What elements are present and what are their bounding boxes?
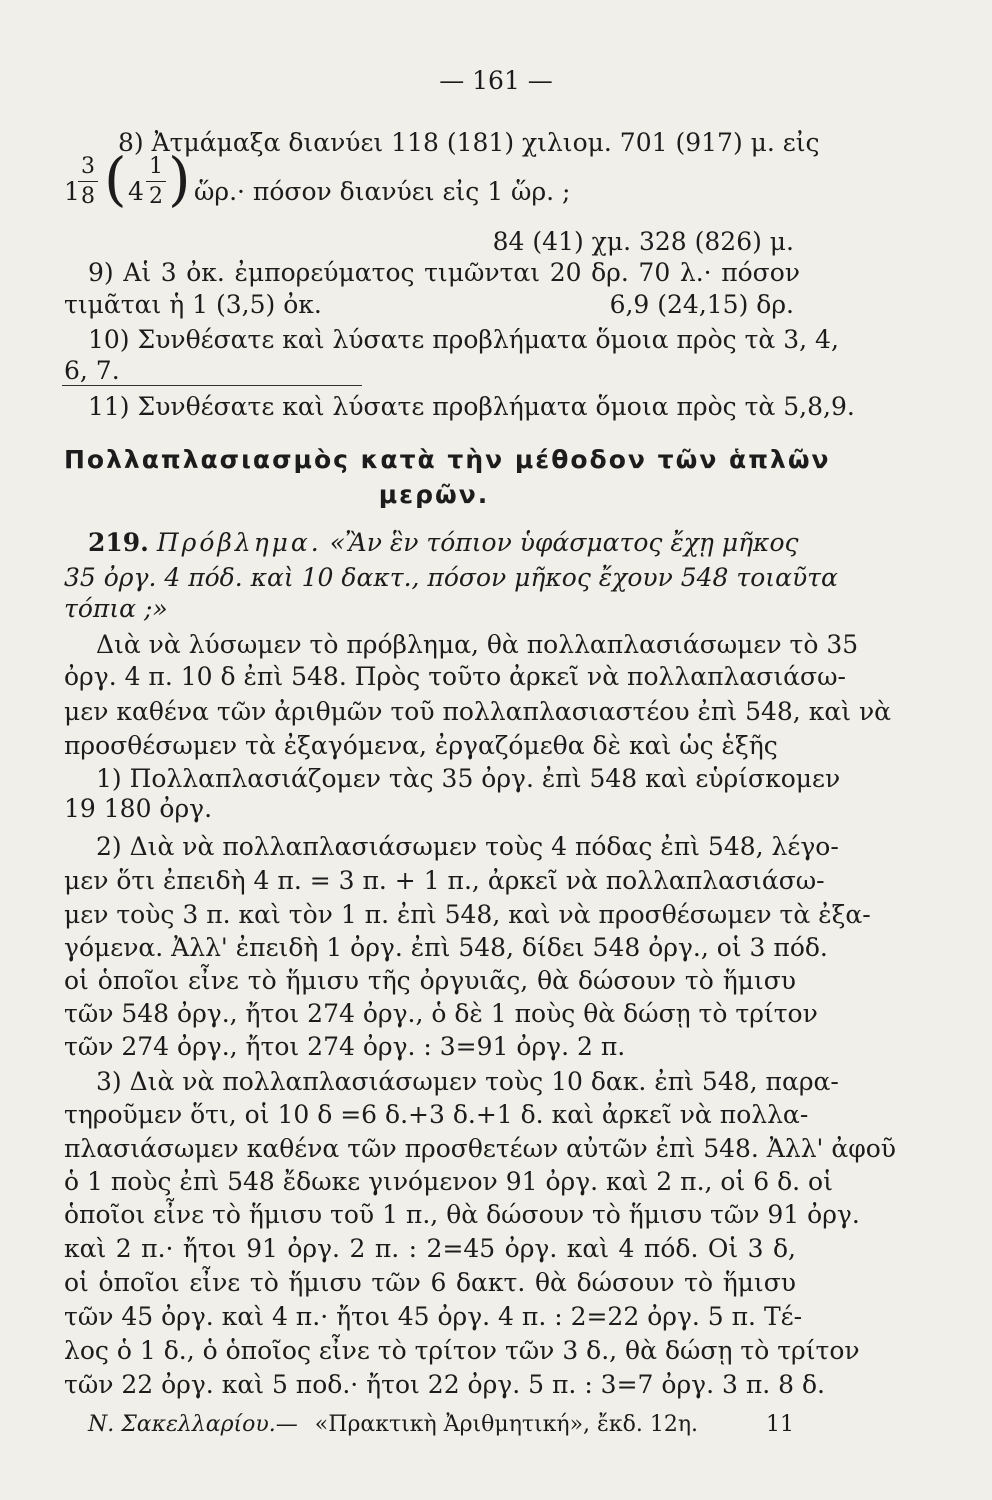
solution-line-2: ὀργ. 4 π. 10 δ ἐπὶ 548. Πρὸς τοῦτο ἀρκεῖ νὰ πολλαπλασιάσω- [64, 662, 846, 691]
footer-sheet-number: 11 [766, 1412, 794, 1437]
close-paren: ) [168, 145, 191, 213]
fraction-1-bar [78, 181, 98, 182]
exercise-9-line-2: τιμᾶται ἡ 1 (3,5) ὀκ. [64, 290, 322, 319]
fraction-1-numerator: 3 [81, 154, 95, 179]
solution-line-19: καὶ 2 π.· ἤτοι 91 ὀργ. 2 π. : 2=45 ὀργ. καὶ 4 πόδ. Οἱ 3 δ, [64, 1234, 796, 1263]
fraction-2-bar [146, 181, 166, 182]
solution-line-6: 19 180 ὀργ. [64, 794, 213, 823]
exercise-8-answer: 84 (41) χμ. 328 (826) μ. [492, 227, 794, 256]
mixed-number-whole-2: 4 [128, 177, 144, 206]
fraction-2-denominator: 2 [149, 184, 163, 209]
solution-line-1: Διὰ νὰ λύσωμεν τὸ πρόβλημα, θὰ πολλαπλασιάσωμεν τὸ 35 [96, 630, 859, 659]
solution-line-11: οἱ ὁποῖοι εἶνε τὸ ἥμισυ τῆς ὀργυιᾶς, θὰ δώσουν τὸ ἥμισυ [64, 966, 796, 995]
solution-line-22: λος ὁ 1 δ., ὁ ὁποῖος εἶνε τὸ τρίτον τῶν 3 δ., θὰ δώσῃ τὸ τρίτον [64, 1336, 860, 1365]
exercise-9-line-1: 9) Αἱ 3 ὀκ. ἐμπορεύματος τιμῶνται 20 δρ. 70 λ.· πόσον [88, 258, 800, 287]
fraction-2-numerator: 1 [149, 154, 163, 179]
solution-line-20: οἱ ὁποῖοι εἶνε τὸ ἥμισυ τῶν 6 δακτ. θὰ δώσουν τὸ ἥμισυ [64, 1268, 796, 1297]
solution-line-13: τῶν 274 ὀργ., ἤτοι 274 ὀργ. : 3=91 ὀργ. 2 π. [64, 1032, 626, 1061]
solution-line-8: μεν ὅτι ἐπειδὴ 4 π. = 3 π. + 1 π., ἀρκεῖ νὰ πολλαπλασιάσω- [64, 866, 825, 895]
solution-line-14: 3) Διὰ νὰ πολλαπλασιάσωμεν τοὺς 10 δακ. ἐπὶ 548, παρα- [96, 1067, 839, 1096]
solution-line-18: ὁποῖοι εἶνε τὸ ἥμισυ τοῦ 1 π., θὰ δώσουν τὸ ἥμισυ τῶν 91 ὀργ. [64, 1200, 860, 1229]
problem-label: Πρόβλημα. [156, 528, 322, 557]
solution-line-12: τῶν 548 ὀργ., ἤτοι 274 ὀργ., ὁ δὲ 1 ποὺς θὰ δώσῃ τὸ τρίτον [64, 999, 818, 1028]
separator-rule [62, 385, 362, 386]
footer-title: «Πρακτικὴ Ἀριθμητική», ἔκδ. 12η. [314, 1412, 699, 1437]
footer-author: Ν. Σακελλαρίου.— [88, 1412, 298, 1437]
exercise-10-line-1: 10) Συνθέσατε καὶ λύσατε προβλήματα ὅμοια πρὸς τὰ 3, 4, [88, 325, 839, 354]
solution-line-9: μεν τοὺς 3 π. καὶ τὸν 1 π. ἐπὶ 548, καὶ νὰ προσθέσωμεν τὰ ἐξα- [64, 900, 871, 929]
section-heading: Πολλαπλασιασμὸς κατὰ τὴν μέθοδον τῶν ἁπλῶν [64, 445, 831, 474]
exercise-9-answer: 6,9 (24,15) δρ. [609, 290, 794, 319]
solution-line-15: τηροῦμεν ὅτι, οἱ 10 δ =6 δ.+3 δ.+1 δ. καὶ ἀρκεῖ νὰ πολλα- [64, 1100, 809, 1129]
footer [88, 1410, 698, 1440]
solution-line-4: προσθέσωμεν τὰ ἐξαγόμενα, ἐργαζόμεθα δὲ καὶ ὡς ἑξῆς [64, 731, 778, 760]
solution-line-23: τῶν 22 ὀργ. καὶ 5 ποδ.· ἤτοι 22 ὀργ. 5 π. : 3=7 ὀργ. 3 π. 8 δ. [64, 1370, 825, 1399]
open-paren: ( [104, 145, 127, 213]
exercise-11: 11) Συνθέσατε καὶ λύσατε προβλήματα ὅμοια πρὸς τὰ 5,8,9. [88, 392, 855, 421]
solution-line-3: μεν καθένα τῶν ἀριθμῶν τοῦ πολλαπλασιαστέου ἐπὶ 548, καὶ νὰ [64, 697, 892, 726]
mixed-number-whole: 1 [64, 177, 80, 206]
solution-line-21: τῶν 45 ὀργ. καὶ 4 π.· ἤτοι 45 ὀργ. 4 π. : 2=22 ὀργ. 5 π. Τέ- [64, 1302, 803, 1331]
fraction-1-denominator: 8 [81, 184, 95, 209]
problem-219-line-3: τόπια ;» [64, 594, 168, 623]
exercise-8-line-1: 8) Ἀτμάμαξα διανύει 118 (181) χιλιομ. 701 (917) μ. εἰς [118, 128, 820, 157]
exercise-8-line-2: ὥρ.· πόσον διανύει εἰς 1 ὥρ. ; [194, 177, 571, 206]
exercise-10-line-2: 6, 7. [64, 356, 120, 385]
solution-line-10: γόμενα. Ἀλλ' ἐπειδὴ 1 ὀργ. ἐπὶ 548, δίδει 548 ὀργ., οἱ 3 πόδ. [64, 933, 828, 962]
problem-number: 219. [88, 528, 149, 557]
problem-219-header [88, 528, 799, 558]
page-number: — 161 — [439, 66, 553, 95]
solution-line-17: ὁ 1 ποὺς ἐπὶ 548 ἔδωκε γινόμενον 91 ὀργ. καὶ 2 π., οἱ 6 δ. οἱ [64, 1167, 833, 1196]
problem-219-line-1: «Ἂν ἓν τόπιον ὑφάσματος ἔχῃ μῆκος [329, 528, 799, 557]
section-heading-line-2: μερῶν. [378, 480, 490, 509]
solution-line-7: 2) Διὰ νὰ πολλαπλασιάσωμεν τοὺς 4 πόδας ἐπὶ 548, λέγο- [96, 832, 839, 861]
solution-line-16: πλασιάσωμεν καθένα τῶν προσθετέων αὐτῶν ἐπὶ 548. Ἀλλ' ἀφοῦ [64, 1134, 897, 1163]
solution-line-5: 1) Πολλαπλασιάζομεν τὰς 35 ὀργ. ἐπὶ 548 καὶ εὑρίσκομεν [96, 764, 841, 793]
problem-219-line-2: 35 ὀργ. 4 πόδ. καὶ 10 δακτ., πόσον μῆκος ἔχουν 548 τοιαῦτα [64, 563, 838, 592]
